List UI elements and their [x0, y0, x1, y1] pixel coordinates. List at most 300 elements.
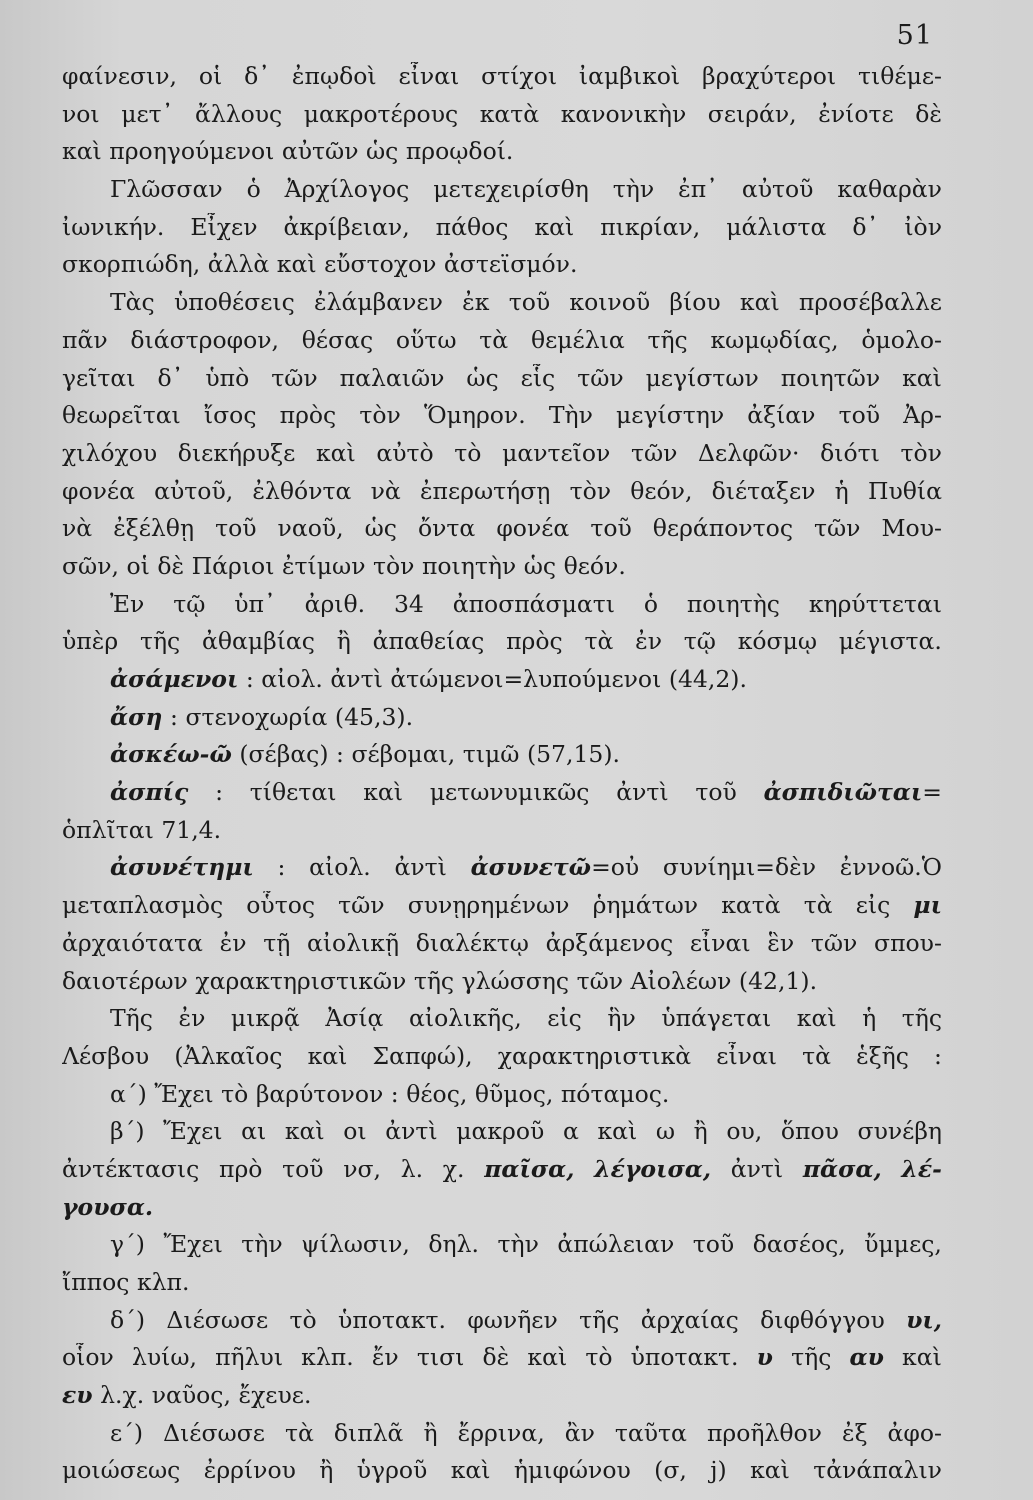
word: τὸ — [221, 1079, 249, 1108]
word: χιλόχου — [62, 438, 158, 467]
word: εἶναι — [398, 62, 460, 90]
word: αἰολικῇ — [306, 928, 400, 957]
word: μακροῦ — [456, 1117, 545, 1146]
word: φονέα — [62, 476, 135, 505]
word: ἔρρινα, — [457, 1418, 545, 1447]
word: διεκήρυξε — [177, 438, 296, 467]
text-line — [62, 1080, 942, 1118]
word: σκορπιώδη, — [62, 250, 201, 279]
word: πᾶν — [62, 325, 108, 354]
word: ἐξέλθῃ — [113, 514, 195, 543]
word: δασέος, — [752, 1230, 846, 1259]
word: τοῦ — [590, 514, 632, 543]
word: βαρύτονον — [255, 1079, 384, 1108]
word: ποιητὴν — [421, 551, 517, 580]
word: χ. — [442, 1154, 465, 1183]
word: Ἔχει — [163, 1230, 223, 1259]
word: αὐτοῦ — [741, 175, 814, 204]
text-line — [62, 778, 942, 816]
word: μετ᾽ — [121, 99, 174, 128]
word: ἴσος — [203, 401, 257, 430]
text-line — [62, 514, 942, 552]
word: δ᾽ — [244, 62, 271, 90]
text-line — [62, 853, 942, 891]
word: τῆς — [139, 627, 181, 656]
word: πάθος — [435, 212, 509, 241]
word: γλώσσης — [461, 966, 570, 995]
word: οὕτω — [395, 325, 457, 354]
word: πικρίαν, — [600, 212, 701, 241]
word: α΄) — [110, 1079, 147, 1108]
page-number: 51 — [896, 20, 933, 51]
word: : — [245, 665, 254, 693]
text-line — [62, 62, 942, 100]
word: εἰς — [855, 891, 891, 920]
word: νοι — [62, 99, 100, 128]
text-line — [62, 1456, 942, 1494]
word: σέβομαι, — [351, 740, 456, 769]
word: διάστροφον, — [130, 325, 279, 354]
word: τιθέμε- — [858, 62, 942, 90]
word: σπου- — [874, 928, 942, 957]
word: Σαπφώ), — [372, 1041, 473, 1070]
word: καὶ — [739, 288, 780, 317]
word: θέος, — [406, 1079, 468, 1108]
word: λ.χ. — [100, 1381, 145, 1410]
word: τῆς — [647, 325, 688, 354]
word: κωμῳδίας, — [710, 325, 839, 354]
word: καὶ — [527, 1343, 568, 1372]
word: : — [277, 853, 286, 882]
text-line — [62, 1230, 942, 1268]
word: Ἐν — [110, 589, 145, 618]
text-line — [62, 250, 942, 288]
word: ἄση — [110, 702, 163, 731]
word: ἑξῆς — [856, 1041, 909, 1070]
word: γουσα. — [62, 1192, 154, 1221]
word: κλπ. — [136, 1268, 190, 1296]
word: τοῦ — [695, 778, 737, 807]
word: κοινοῦ — [569, 288, 651, 317]
text-line — [62, 288, 942, 326]
word: ἀξίαν — [747, 401, 816, 430]
word: τῆς — [413, 966, 455, 995]
word: διπλᾶ — [333, 1418, 404, 1447]
word: τῶν — [814, 514, 861, 543]
word: μετεχειρίσθη — [433, 175, 589, 204]
word: ποιητὴς — [686, 589, 780, 618]
word: μικρᾷ — [230, 1004, 300, 1033]
word: θεωρεῖται — [62, 401, 181, 430]
word: καὶ — [307, 1041, 348, 1070]
word: δὲ — [482, 1343, 510, 1372]
word: τῶν — [810, 928, 858, 957]
text-line — [62, 1343, 942, 1381]
text-line — [62, 552, 942, 590]
word: (44,2). — [668, 665, 747, 693]
word: ἐνίοτε — [818, 99, 894, 128]
word: μεταπλασμὸς — [62, 891, 224, 920]
word: Ἔχει — [163, 1117, 223, 1146]
word: : — [390, 1079, 399, 1108]
text-line — [62, 740, 942, 778]
word: αυ — [849, 1343, 884, 1372]
word: δ᾽ — [852, 212, 879, 241]
word: καὶ — [902, 363, 942, 392]
word: δὲ — [915, 99, 942, 128]
word: κατὰ — [721, 891, 781, 920]
word: τῶν — [576, 966, 624, 995]
word: τὸν — [900, 438, 942, 467]
word: θεμέλια — [530, 325, 625, 354]
word: ἐν — [219, 928, 247, 957]
word: προηγούμενοι — [109, 137, 275, 166]
word: Λέσβου — [62, 1041, 150, 1070]
word: ὑγροῦ — [356, 1456, 428, 1485]
text-line — [62, 627, 942, 665]
word: ὑπὸ — [205, 363, 250, 392]
word: : — [170, 702, 178, 731]
word: θεόν. — [563, 551, 626, 580]
word: (45,3). — [334, 702, 414, 731]
word: ἀντέκτασις — [62, 1154, 200, 1183]
word: καὶ — [750, 1456, 790, 1485]
word: ὔμμες, — [864, 1230, 942, 1259]
body-text — [62, 62, 942, 1494]
word: υι, — [906, 1305, 942, 1334]
word: ὑποτακτ. — [630, 1343, 739, 1372]
word: τῶν — [577, 363, 624, 392]
word: Τὴν — [548, 401, 593, 430]
word: νσ, — [343, 1154, 382, 1183]
word: ἀντὶ — [385, 1117, 438, 1146]
word: θέσας — [301, 325, 374, 354]
word: μοιώσεως — [62, 1456, 181, 1485]
word: στενοχωρία — [185, 702, 328, 731]
word: τῷ — [683, 627, 716, 656]
word: ἐν — [635, 627, 662, 656]
word: κατὰ — [479, 99, 540, 128]
text-line — [62, 213, 942, 251]
word: ἀσπίς — [110, 778, 189, 807]
word: ἀντὶ — [394, 853, 447, 882]
word: δαιοτέρων — [62, 966, 188, 995]
text-line — [62, 1419, 942, 1457]
word: παλαιῶν — [339, 363, 445, 392]
word: σειράν, — [707, 99, 797, 128]
word: προῆλθον — [706, 1418, 822, 1447]
word: οἱ — [198, 62, 223, 90]
word: ὡς — [466, 363, 499, 392]
word: τὰ — [284, 1418, 314, 1447]
word: ταῦτα — [614, 1418, 687, 1447]
word: συνίημι=δὲν — [662, 853, 817, 882]
word: ἡ — [834, 476, 849, 505]
word: (57,15). — [526, 740, 621, 769]
word: αἰολ. — [309, 853, 371, 882]
word: πρὸς — [279, 401, 337, 430]
word: τὴν — [241, 1230, 283, 1259]
word: καὶ — [796, 1004, 837, 1033]
word: ὑποτακτ. — [338, 1305, 446, 1334]
word: κηρύττεται — [808, 589, 942, 618]
word: καθαρὰν — [837, 175, 942, 204]
word: θεράποντος — [652, 514, 793, 543]
word: ἀσυνετῶ=οὐ — [470, 853, 640, 882]
word: ἡ — [862, 1004, 877, 1033]
word: : — [336, 740, 344, 769]
word: πᾶσα, — [802, 1154, 882, 1183]
word: πρὸς — [506, 627, 563, 656]
text-line — [62, 816, 942, 854]
word: οὗτος — [246, 891, 316, 920]
word: Διέσωσε — [166, 1305, 269, 1334]
word: Μου- — [881, 514, 942, 543]
word: ῥημάτων — [592, 891, 699, 920]
word: λυίω, — [131, 1343, 197, 1372]
word: ὑπ᾽ — [234, 589, 276, 618]
word: λέ- — [901, 1154, 942, 1183]
word: Δελφῶν· — [698, 438, 800, 467]
text-line — [62, 401, 942, 439]
word: ὑπάγεται — [661, 1004, 772, 1033]
word: ὁπλῖται — [62, 815, 154, 844]
word: ὅπου — [780, 1117, 839, 1146]
word: ὑποθέσεις — [173, 288, 295, 317]
word: ἐπ᾽ — [678, 175, 718, 204]
word: ἀτώμενοι=λυπούμενοι — [390, 665, 662, 693]
word: ποιητῶν — [780, 363, 881, 392]
word: Ἀρχίλογος — [284, 175, 410, 204]
word: κλπ. — [301, 1343, 354, 1372]
word: τοῦ — [282, 1154, 324, 1183]
word: νὰ — [370, 476, 401, 505]
word: λέγοισα, — [594, 1154, 712, 1183]
word: αἰολικῆς, — [408, 1004, 522, 1033]
word: ἀρχαιότατα — [62, 928, 203, 957]
word: Ἀρ- — [903, 401, 942, 430]
word: ἣν — [607, 1004, 636, 1033]
text-line — [62, 1306, 942, 1344]
word: τὰ — [584, 627, 614, 656]
word: εὔστοχον — [324, 250, 437, 279]
text-line — [62, 891, 942, 929]
word: γ΄) — [110, 1230, 145, 1259]
word: (σέβας) — [239, 740, 329, 769]
word: Αἰολέων — [630, 966, 732, 995]
word: εἰς — [547, 1004, 582, 1033]
word: Εἶχεν — [190, 212, 258, 241]
word: ἐκ — [462, 288, 490, 317]
word: τῇ — [263, 928, 291, 957]
word: τῶν — [271, 363, 318, 392]
word: Πάριοι — [191, 551, 275, 580]
word: πόταμος. — [560, 1079, 670, 1108]
word: καὶ — [534, 212, 575, 241]
word: ἀρξάμενος — [545, 928, 674, 957]
word: τὰ — [803, 891, 833, 920]
word: ψίλωσιν, — [301, 1230, 410, 1259]
word: καὶ — [276, 250, 317, 279]
word: οἷον — [62, 1343, 114, 1372]
word: ἔχευε. — [238, 1381, 312, 1410]
word: β΄) — [110, 1117, 145, 1146]
word: ὁ — [643, 589, 658, 618]
word: ἢ — [693, 1117, 708, 1146]
text-line — [62, 439, 942, 477]
word: τὸ — [454, 438, 482, 467]
word: δ᾽ — [157, 363, 184, 392]
word: δ΄) — [110, 1305, 146, 1334]
word: μαντεῖον — [502, 438, 611, 467]
word: πῆλυι — [215, 1343, 284, 1372]
word: ἰαμβικοὶ — [578, 62, 681, 90]
word: καὶ — [363, 778, 403, 807]
word: τὰ — [802, 1041, 832, 1070]
word: τῆς — [791, 1343, 832, 1372]
word: τισι — [416, 1343, 465, 1372]
word: τῶν — [630, 438, 678, 467]
word: Ἀσίᾳ — [325, 1004, 384, 1033]
word: ἀπαθείας — [372, 627, 485, 656]
word: μεγίστην — [616, 401, 725, 430]
text-line — [62, 364, 942, 402]
word: ἰωνικήν. — [62, 212, 165, 241]
word: Τὰς — [110, 288, 155, 317]
word: ἐννοῶ.Ὁ — [839, 853, 942, 882]
word: σῶν, — [62, 551, 119, 580]
text-line — [62, 1042, 942, 1080]
word: : — [934, 1041, 942, 1070]
word: προσέβαλλε — [798, 288, 942, 317]
word: ε΄) — [110, 1418, 144, 1447]
word: τὸν — [359, 401, 401, 430]
word: ἰὸν — [904, 212, 942, 241]
word: ἀποσπάσματι — [452, 589, 615, 618]
word: Πυθία — [867, 476, 942, 505]
word: ἐρρίνου — [203, 1456, 296, 1485]
word: ὁ — [246, 175, 261, 204]
text-line — [62, 477, 942, 515]
word: προῳδοί. — [405, 137, 514, 166]
word: μάλιστα — [726, 212, 827, 241]
word: ἀσάμενοι — [110, 665, 239, 693]
word: βραχύτεροι — [702, 62, 837, 90]
word: τῆς — [901, 1004, 942, 1033]
word: μέγιστα. — [838, 627, 942, 656]
word: μι — [913, 891, 942, 920]
text-line — [62, 703, 942, 741]
word: ὡς — [364, 514, 397, 543]
word: παῖσα, — [484, 1154, 575, 1183]
word: ἐλάμβανεν — [314, 288, 443, 317]
text-line — [62, 1117, 942, 1155]
word: γεῖται — [62, 363, 136, 392]
word: βίου — [669, 288, 721, 317]
word: τοῦ — [838, 401, 881, 430]
word: ἀφο- — [887, 1418, 942, 1447]
word: αι — [241, 1117, 267, 1146]
word: καὶ — [62, 137, 102, 166]
word: τἀνάπαλιν — [813, 1456, 942, 1485]
word: ου, — [726, 1117, 763, 1146]
word: αὐτῶν — [281, 137, 359, 166]
word: συνέβη — [857, 1117, 942, 1146]
word: ἔν — [371, 1343, 399, 1372]
word: αὐτοῦ, — [154, 476, 234, 505]
text-line — [62, 1155, 942, 1193]
text-line — [62, 326, 942, 364]
word: ἀκρίβειαν, — [283, 212, 410, 241]
word: Γλῶσσαν — [110, 175, 223, 204]
word: διότι — [820, 438, 880, 467]
word: στίχοι — [481, 62, 558, 90]
word: λ. — [400, 1154, 424, 1183]
word: τοῦ — [215, 514, 257, 543]
word: μακροτέρους — [303, 99, 459, 128]
word: πρὸ — [219, 1154, 263, 1183]
word: τὸν — [569, 476, 611, 505]
word: φωνῆεν — [467, 1305, 558, 1334]
word: ἐτίμων — [281, 551, 366, 580]
word: ἐξ — [841, 1418, 868, 1447]
word: κόσμῳ — [737, 627, 818, 656]
word: αἰολ. — [261, 665, 323, 693]
text-line — [62, 137, 942, 175]
word: καὶ — [902, 1343, 942, 1372]
word: ἂν — [564, 1418, 595, 1447]
word: υ — [756, 1343, 773, 1372]
word: ὑπὲρ — [62, 627, 119, 656]
text-line — [62, 1193, 942, 1231]
word: τὸ — [585, 1343, 613, 1372]
word: φαίνεσιν, — [62, 62, 178, 90]
text-line — [62, 1004, 942, 1042]
word: τίθεται — [249, 778, 337, 807]
word: α — [562, 1117, 579, 1146]
word: j) — [710, 1456, 727, 1485]
word: ἀσπιδιῶται= — [763, 778, 942, 807]
word: θεόν, — [630, 476, 693, 505]
word: : — [215, 778, 223, 807]
word: ἓν — [767, 928, 795, 957]
word: ὡς — [523, 551, 557, 580]
word: (σ, — [654, 1456, 687, 1485]
word: ἀντὶ — [330, 665, 383, 693]
word: ἀσκέω-ῶ — [110, 740, 232, 769]
word: νὰ — [62, 514, 93, 543]
word: ἀριθ. — [304, 589, 366, 618]
word: (42,1). — [738, 966, 818, 995]
word: διαλέκτῳ — [415, 928, 529, 957]
text-line — [62, 1381, 942, 1419]
word: κανονικὴν — [560, 99, 687, 128]
word: ἢ — [423, 1418, 438, 1447]
word: ἐπῳδοὶ — [291, 62, 377, 90]
word: μεγίστων — [645, 363, 759, 392]
word: αὐτὸ — [376, 438, 434, 467]
word: ἐλθόντα — [252, 476, 352, 505]
word: Ὅμηρον. — [423, 401, 526, 430]
word: τῆς — [579, 1305, 620, 1334]
word: τιμῶ — [462, 740, 520, 769]
word: ἀντὶ — [730, 1154, 784, 1183]
word: φονέα — [496, 514, 570, 543]
word: ἀρχαίας — [640, 1305, 739, 1334]
word: οι — [343, 1117, 367, 1146]
word: τῷ — [173, 589, 206, 618]
word: ὡς — [366, 137, 399, 166]
